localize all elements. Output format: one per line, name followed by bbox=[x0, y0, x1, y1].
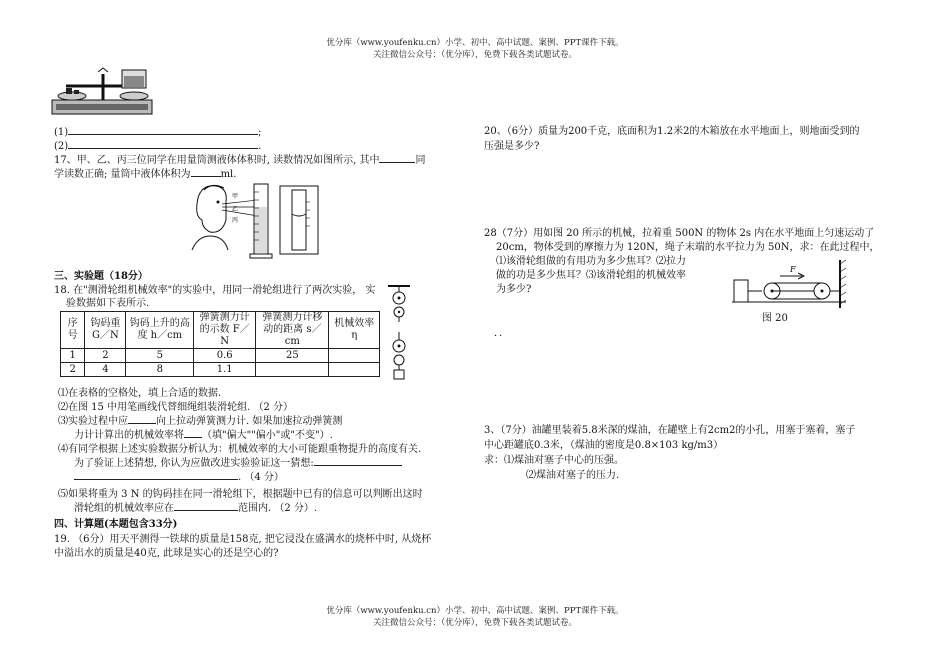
answer-1-label: (1) bbox=[54, 127, 69, 138]
q18-s3-text-c: 力计计算出的机械效率将 bbox=[74, 430, 184, 441]
answer-line-1 bbox=[54, 126, 262, 139]
q18-s5-text-a: 滑轮组的机械效率应在 bbox=[74, 503, 174, 514]
q17-line-1 bbox=[54, 154, 425, 167]
q17-text-b: 同 bbox=[415, 155, 426, 166]
table-row bbox=[61, 349, 380, 363]
pulley-figure-15 bbox=[384, 284, 414, 384]
q17-text-a: 17、甲、乙、丙三位同学在用量筒测液体体积时, 读数情况如图所示, 其中 bbox=[54, 155, 380, 166]
q18-s3-text-d: （填"偏大""偏小"或"不变"）. bbox=[202, 430, 333, 441]
q18-s3-text-b: 向上拉动弹簧测力计. 如果加速拉动弹簧测 bbox=[156, 416, 343, 427]
q3-line-1: 3、（7分）油罐里装着5.8米深的煤油，在罐壁上有2cm2的小孔，用塞于塞着，塞子 bbox=[484, 425, 856, 436]
q18-line-1: 18. 在"测滑轮组机械效率"的实验中，用同一滑轮组进行了两次实验， 实 bbox=[54, 285, 376, 296]
q28-line-2: 20cm，物体受到的摩擦力为 120N，绳子末端的水平拉力为 50N，求：在此过程中， bbox=[496, 242, 880, 253]
q18-s5-text-b: 范围内. （2 分）. bbox=[238, 503, 318, 514]
q18-sub-1: ⑴在表格的空格处，填上合适的数据. bbox=[58, 388, 222, 399]
q18-s3-text-a: ⑶实验过程中应 bbox=[58, 416, 128, 427]
q19-line-2: 中溢出水的质量是40克, 此球是实心的还是空心的? bbox=[54, 548, 279, 559]
q18-sub-3a bbox=[58, 415, 342, 428]
q28-line-5: 为多少? bbox=[496, 284, 532, 295]
th-distance: 弹簧测力计移动的距离 s／cm bbox=[256, 312, 329, 349]
cell: 5 bbox=[126, 349, 194, 363]
q20-line-2: 压强是多少? bbox=[484, 141, 540, 152]
table-row bbox=[61, 363, 380, 377]
fig20-caption: 图 20 bbox=[762, 313, 788, 324]
footer-line-2: 关注微信公众号：（优分库），免费下载各类试题试卷。 bbox=[372, 618, 577, 628]
q28-line-1: 28（7分）用如图 20 所示的机械，拉着重 500N 的物体 2s 内在水平地面上匀速运动了 bbox=[484, 228, 875, 239]
answer-2-end: . bbox=[258, 141, 262, 152]
q18-sub-2: ⑵在图 15 中用笔画线代替细绳组装滑轮组. （2 分） bbox=[58, 402, 293, 413]
th-index: 序号 bbox=[61, 312, 85, 349]
q17-text-c: 学读数正确; 量筒中液体体积为 bbox=[54, 169, 191, 180]
cell: 1.1 bbox=[194, 363, 256, 377]
q17-blank-student[interactable] bbox=[379, 162, 415, 163]
cell: 0.6 bbox=[194, 349, 256, 363]
q17-unit: ml. bbox=[220, 169, 237, 180]
label-jia: 甲 bbox=[232, 193, 239, 200]
header-line-1: 优分库（www.youfenku.cn）小学、初中、高中试题、案例、PPT课件下载。 bbox=[326, 38, 624, 48]
q18-sub-3b bbox=[74, 429, 333, 442]
q28-line-4: 做的功是多少焦耳？⑶该滑轮组的机械效率 bbox=[496, 270, 686, 281]
answer-1-end: ; bbox=[258, 127, 262, 138]
cell: 8 bbox=[126, 363, 194, 377]
pulley-figure-20 bbox=[730, 258, 854, 320]
q19-line-1: 19. （6分）用天平测得一铁球的质量是158克, 把它浸没在盛满水的烧杯中时, 从烧杯 bbox=[54, 534, 432, 545]
answer-2-blank[interactable] bbox=[68, 148, 258, 149]
cell: 4 bbox=[85, 363, 126, 377]
section-3-title: 三、实验题（18分） bbox=[54, 271, 148, 282]
th-height: 钩码上升的高度 h／cm bbox=[126, 312, 194, 349]
answer-1-blank[interactable] bbox=[68, 134, 258, 135]
cell: 2 bbox=[61, 363, 85, 377]
q18-sub-5a: ⑸如果将重为 3 N 的钩码挂在同一滑轮组下，根据题中已有的信息可以判断出这时 bbox=[58, 489, 423, 500]
stray-dots: ．． bbox=[494, 328, 509, 339]
q18-s4-text: 为了验证上述猜想, 你认为应做改进实验验证这一猜想: bbox=[74, 458, 314, 469]
q18-sub-4c bbox=[74, 471, 284, 484]
q28-line-3: ⑴该滑轮组做的有用功为多少焦耳？⑵拉力 bbox=[496, 256, 686, 267]
q3-line-3: 求：⑴煤油对塞子中心的压强。 bbox=[484, 455, 624, 466]
q3-line-4: ⑵煤油对塞子的压力. bbox=[526, 470, 620, 481]
cell: 25 bbox=[256, 349, 329, 363]
q18-sub-5b bbox=[74, 502, 317, 515]
q18-s3-blank-1[interactable] bbox=[128, 423, 156, 424]
q18-s4-score: . （4 分） bbox=[238, 472, 284, 483]
section-4-title: 四、计算题(本题包含33分) bbox=[54, 519, 178, 530]
force-f-label: F bbox=[790, 265, 796, 274]
th-efficiency: 机械效率 η bbox=[329, 312, 380, 349]
answer-2-label: (2) bbox=[54, 141, 69, 152]
q18-s4-blank-2[interactable] bbox=[74, 479, 238, 480]
q18-s4-blank-1[interactable] bbox=[314, 465, 402, 466]
cell: 1 bbox=[61, 349, 85, 363]
q17-blank-volume[interactable] bbox=[191, 176, 221, 177]
q18-sub-4a: ⑷有同学根据上述实验数据分析认为：机械效率的大小可能跟重物提升的高度有关. bbox=[58, 444, 422, 455]
label-yi: 乙 bbox=[232, 206, 239, 213]
label-bing: 丙 bbox=[232, 217, 239, 224]
experiment-table bbox=[60, 311, 380, 377]
q18-s5-blank[interactable] bbox=[174, 510, 238, 511]
cell-efficiency-1[interactable] bbox=[329, 349, 380, 363]
q18-line-2: 验数据如下表所示. bbox=[66, 298, 150, 309]
cell: 2 bbox=[85, 349, 126, 363]
q3-line-2: 中心距罐底0.3米，（煤油的密度是0.8×103 kg/m3） bbox=[484, 440, 724, 451]
cell-efficiency-2[interactable] bbox=[329, 363, 380, 377]
q17-cylinder-figure bbox=[188, 180, 328, 260]
balance-scale-figure bbox=[48, 68, 158, 120]
q20-line-1: 20、（6分）质量为200千克，底面积为1.2米2的木箱放在水平地面上，则地面受到的 bbox=[484, 126, 860, 137]
q18-sub-4b bbox=[74, 457, 402, 470]
answer-line-2 bbox=[54, 140, 261, 153]
footer-line-1: 优分库（www.youfenku.cn）小学、初中、高中试题、案例、PPT课件下载。 bbox=[326, 606, 624, 616]
header-line-2: 关注微信公众号：（优分库），免费下载各类试题试卷。 bbox=[372, 50, 577, 60]
th-weight: 钩码重 G／N bbox=[85, 312, 126, 349]
th-force: 弹簧测力计的示数 F／N bbox=[194, 312, 256, 349]
table-header-row bbox=[61, 312, 380, 349]
cell-distance-2[interactable] bbox=[256, 363, 329, 377]
q18-s3-blank-2[interactable] bbox=[184, 437, 202, 438]
